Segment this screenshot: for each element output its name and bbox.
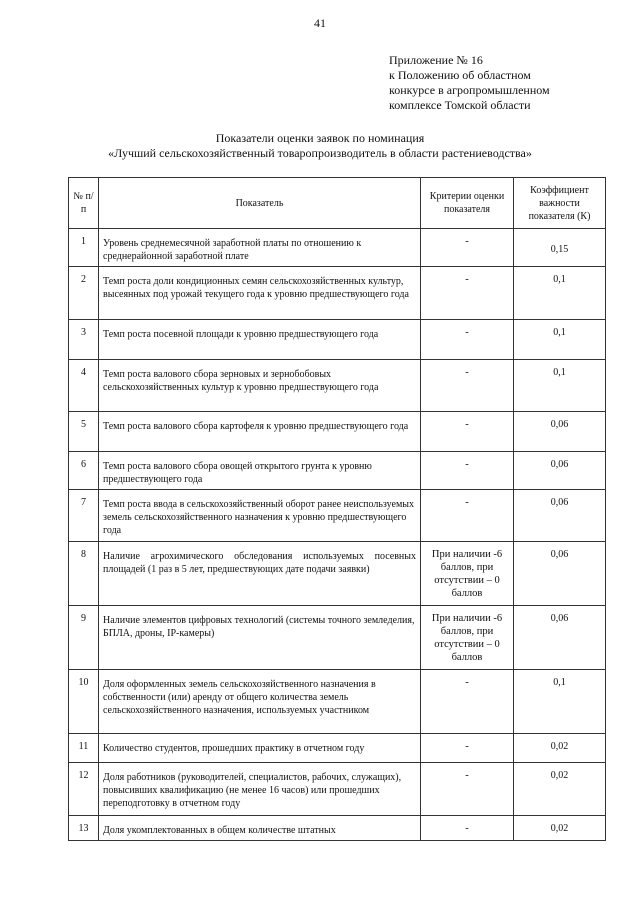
row-criteria: - [421,452,514,490]
row-coefficient: 0,06 [514,490,606,542]
row-coefficient: 0,02 [514,763,606,816]
row-indicator: Уровень среднемесячной заработной платы по отношению к среднерайонной заработной плате [99,229,421,267]
row-num: 10 [69,670,99,734]
title-line: «Лучший сельскохозяйственный товаропроизводитель в области растениеводства» [108,146,532,160]
row-indicator: Наличие элементов цифровых технологий (системы точного земледелия, БПЛА, дроны, IP-камеры) [99,606,421,670]
appendix-line: Приложение № 16 [389,53,483,67]
row-indicator: Доля работников (руководителей, специалистов, рабочих, служащих), повысивших квалификацию (не менее 16 часов) или прошедших переподготовку в отчетном году [99,763,421,816]
row-num: 5 [69,412,99,452]
appendix-reference [389,53,629,113]
page-number: 41 [314,16,326,30]
row-indicator: Доля оформленных земель сельскохозяйственного назначения в собственности (или) аренду от общего количества земель сельскохозяйственного назначения, используемых участником [99,670,421,734]
table-row [69,606,606,670]
row-indicator: Темп роста валового сбора овощей открытого грунта к уровню предшествующего года [99,452,421,490]
table-row [69,229,606,267]
row-indicator: Темп роста доли кондиционных семян сельскохозяйственных культур, высеянных под урожай текущего года к уровню предшествующего года [99,267,421,320]
criteria-table [68,177,606,841]
row-indicator: Темп роста валового сбора зерновых и зернобобовых сельскохозяйственных культур к уровню предшествующего года [99,360,421,412]
table-row [69,490,606,542]
row-coefficient: 0,06 [514,452,606,490]
row-indicator: Темп роста посевной площади к уровню предшествующего года [99,320,421,360]
row-num: 8 [69,542,99,606]
row-criteria: - [421,412,514,452]
header-indicator: Показатель [99,178,421,229]
row-num: 9 [69,606,99,670]
table-row [69,452,606,490]
appendix-line: конкурсе в агропромышленном [389,83,550,97]
row-num: 7 [69,490,99,542]
row-num: 1 [69,229,99,267]
row-criteria: - [421,490,514,542]
row-num: 11 [69,734,99,763]
row-coefficient: 0,15 [514,229,606,267]
header-num: № п/п [69,178,99,229]
row-num: 13 [69,816,99,841]
row-indicator: Темп роста валового сбора картофеля к уровню предшествующего года [99,412,421,452]
row-num: 4 [69,360,99,412]
row-criteria: При наличии -6 баллов, при отсутствии – 0 баллов [421,542,514,606]
row-coefficient: 0,1 [514,360,606,412]
row-criteria: - [421,360,514,412]
table-row [69,734,606,763]
row-coefficient: 0,02 [514,816,606,841]
row-indicator: Темп роста ввода в сельскохозяйственный оборот ранее неиспользуемых земель сельскохозяйственного назначения к уровню предшествующего года [99,490,421,542]
row-num: 2 [69,267,99,320]
row-criteria: - [421,670,514,734]
table-row [69,412,606,452]
appendix-line: к Положению об областном [389,68,531,82]
row-criteria: - [421,816,514,841]
table-row [69,542,606,606]
row-criteria: - [421,763,514,816]
row-criteria: - [421,267,514,320]
row-coefficient: 0,1 [514,320,606,360]
row-criteria: - [421,734,514,763]
row-coefficient: 0,02 [514,734,606,763]
table-row [69,816,606,841]
row-num: 3 [69,320,99,360]
row-num: 12 [69,763,99,816]
title-line: Показатели оценки заявок по номинация [215,131,425,145]
row-num: 6 [69,452,99,490]
header-criteria: Критерии оценки показателя [421,178,514,229]
table-row [69,763,606,816]
header-coefficient: Коэффициент важности показателя (К) [514,178,606,229]
table-row [69,670,606,734]
table-row [69,360,606,412]
document-title [0,131,640,161]
row-criteria: При наличии -6 баллов, при отсутствии – 0 баллов [421,606,514,670]
table-row [69,267,606,320]
row-coefficient: 0,06 [514,542,606,606]
table-row [69,320,606,360]
row-indicator: Наличие агрохимического обследования используемых посевных площадей (1 раз в 5 лет, предшествующих дате подачи заявки) [99,542,421,606]
row-criteria: - [421,320,514,360]
row-indicator: Количество студентов, прошедших практику в отчетном году [99,734,421,763]
appendix-line: комплексе Томской области [389,98,531,112]
row-criteria: - [421,229,514,267]
row-coefficient: 0,06 [514,412,606,452]
row-coefficient: 0,06 [514,606,606,670]
row-coefficient: 0,1 [514,670,606,734]
row-indicator: Доля укомплектованных в общем количестве штатных [99,816,421,841]
table-header-row [69,178,606,229]
row-coefficient: 0,1 [514,267,606,320]
